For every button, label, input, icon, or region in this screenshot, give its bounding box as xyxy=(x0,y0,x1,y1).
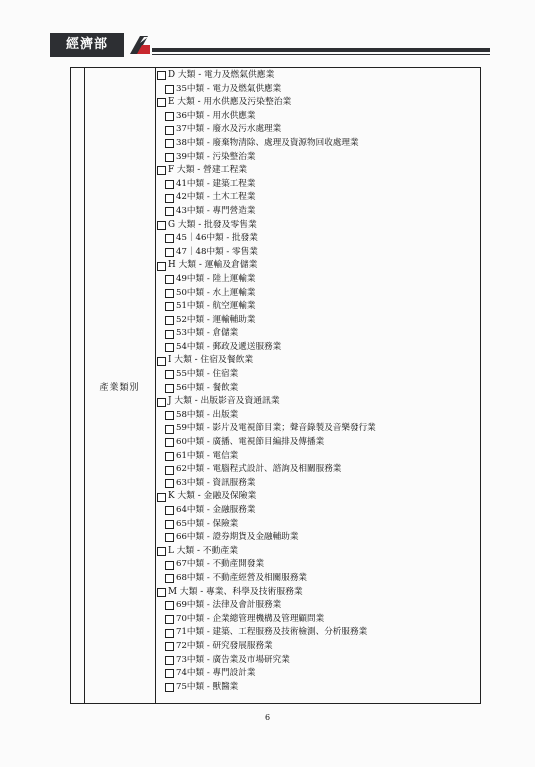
minor-category-option[interactable] xyxy=(156,83,480,97)
checkbox[interactable] xyxy=(165,289,174,298)
option-label: 56中類 - 餐飲業 xyxy=(176,382,239,393)
option-label: 71中類 - 建築、工程服務及技術檢測、分析服務業 xyxy=(176,627,368,638)
option-label: 47｜48中類 - 零售業 xyxy=(176,246,258,257)
option-label: 39中類 - 污染整治業 xyxy=(176,151,256,162)
checkbox[interactable] xyxy=(165,370,174,379)
major-category-option[interactable] xyxy=(156,586,480,600)
header-rule xyxy=(152,48,490,52)
option-label: D 大類 - 電力及燃氣供應業 xyxy=(168,70,275,80)
minor-category-option[interactable] xyxy=(156,341,480,355)
option-label: 54中類 - 郵政及遞送服務業 xyxy=(176,341,282,352)
major-category-option[interactable] xyxy=(156,219,480,233)
checkbox[interactable] xyxy=(165,126,174,135)
checkbox[interactable] xyxy=(157,357,166,366)
checkbox[interactable] xyxy=(165,85,174,94)
option-label: 64中類 - 金融服務業 xyxy=(176,505,256,515)
option-label: E 大類 - 用水供應及污染整治業 xyxy=(168,97,292,108)
checkbox[interactable] xyxy=(165,520,174,529)
option-label: 66中類 - 證券期貨及金融輔助業 xyxy=(176,532,299,543)
checkbox[interactable] xyxy=(165,642,174,651)
checkbox[interactable] xyxy=(165,207,174,216)
minor-category-option[interactable] xyxy=(156,450,480,464)
option-label: 60中類 - 廣播、電視節目編排及傳播業 xyxy=(176,437,325,448)
option-label: I 大類 - 住宿及餐飲業 xyxy=(168,355,254,366)
major-category-option[interactable] xyxy=(156,259,480,273)
checkbox[interactable] xyxy=(165,479,174,488)
option-label: 65中類 - 保險業 xyxy=(176,518,239,529)
checkbox[interactable] xyxy=(165,533,174,542)
checkbox[interactable] xyxy=(165,438,174,447)
option-label: 35中類 - 電力及燃氣供應業 xyxy=(176,83,282,94)
option-label: 51中類 - 航空運輸業 xyxy=(176,301,256,312)
minor-category-option[interactable] xyxy=(156,287,480,301)
page-number: 6 xyxy=(264,713,271,722)
minor-category-option[interactable] xyxy=(156,246,480,260)
major-category-option[interactable] xyxy=(156,545,480,559)
minor-category-option[interactable] xyxy=(156,327,480,341)
table-label-column xyxy=(84,68,156,703)
option-label: 62中類 - 電腦程式設計、諮詢及相關服務業 xyxy=(176,464,342,475)
option-label: 68中類 - 不動產經營及相關服務業 xyxy=(176,572,308,583)
minor-category-option[interactable] xyxy=(156,409,480,423)
option-label: M 大類 - 專業、科學及技術服務業 xyxy=(168,586,303,597)
option-label: L 大類 - 不動產業 xyxy=(168,545,238,556)
minor-category-option[interactable] xyxy=(156,626,480,640)
checkbox[interactable] xyxy=(165,248,174,257)
option-label: 70中類 - 企業總管理機構及管理顧問業 xyxy=(176,613,325,624)
minor-category-option[interactable] xyxy=(156,640,480,654)
org-name-badge: 經濟部 xyxy=(50,33,124,57)
industry-category-label: 產業類別 xyxy=(99,383,140,393)
header-rule-thin xyxy=(152,54,490,55)
minor-category-option[interactable] xyxy=(156,300,480,314)
option-label: 59中類 - 影片及電視節目業；聲音錄製及音樂發行業 xyxy=(176,423,376,434)
minor-category-option[interactable] xyxy=(156,654,480,668)
option-label: J 大類 - 出版影音及資通訊業 xyxy=(168,396,280,407)
checkbox[interactable] xyxy=(157,588,166,597)
option-label: 73中類 - 廣告業及市場研究業 xyxy=(176,654,290,665)
checkbox[interactable] xyxy=(165,425,174,434)
option-label: 75中類 - 獸醫業 xyxy=(176,681,239,692)
major-category-option[interactable] xyxy=(156,96,480,110)
checkbox[interactable] xyxy=(157,71,166,80)
option-label: 37中類 - 廢水及污水處理業 xyxy=(176,124,282,135)
major-category-option[interactable] xyxy=(156,164,480,178)
checkbox[interactable] xyxy=(165,180,174,189)
checkbox[interactable] xyxy=(165,601,174,610)
option-label: 58中類 - 出版業 xyxy=(176,409,239,420)
option-label: 53中類 - 倉儲業 xyxy=(176,328,239,339)
checkbox[interactable] xyxy=(165,506,174,515)
checkbox[interactable] xyxy=(165,330,174,339)
checkbox[interactable] xyxy=(157,221,166,230)
minor-category-option[interactable] xyxy=(156,314,480,328)
option-label: 67中類 - 不動產開發業 xyxy=(176,559,265,570)
minor-category-option[interactable] xyxy=(156,123,480,137)
option-label: 41中類 - 建築工程業 xyxy=(176,178,256,189)
industry-table xyxy=(70,67,481,704)
checkbox[interactable] xyxy=(157,166,166,175)
ministry-logo-icon xyxy=(128,34,150,56)
checkbox[interactable] xyxy=(165,615,174,624)
minor-category-option[interactable] xyxy=(156,382,480,396)
minor-category-option[interactable] xyxy=(156,572,480,586)
minor-category-option[interactable] xyxy=(156,477,480,491)
minor-category-option[interactable] xyxy=(156,504,480,518)
minor-category-option[interactable] xyxy=(156,436,480,450)
checkbox[interactable] xyxy=(157,262,166,271)
minor-category-option[interactable] xyxy=(156,667,480,681)
option-label: 63中類 - 資訊服務業 xyxy=(176,477,256,488)
option-label: 52中類 - 運輸輔助業 xyxy=(176,314,256,325)
minor-category-option[interactable] xyxy=(156,178,480,192)
option-label: 43中類 - 專門營造業 xyxy=(176,205,256,216)
minor-category-option[interactable] xyxy=(156,368,480,382)
page-header xyxy=(50,33,490,57)
minor-category-option[interactable] xyxy=(156,463,480,477)
option-label: 36中類 - 用水供應業 xyxy=(176,110,256,121)
option-label: G 大類 - 批發及零售業 xyxy=(168,219,257,230)
minor-category-option[interactable] xyxy=(156,191,480,205)
major-category-option[interactable] xyxy=(156,490,480,504)
checkbox[interactable] xyxy=(165,153,174,162)
checkbox[interactable] xyxy=(165,234,174,243)
minor-category-option[interactable] xyxy=(156,110,480,124)
checkbox[interactable] xyxy=(165,656,174,665)
minor-category-option[interactable] xyxy=(156,531,480,545)
minor-category-option[interactable] xyxy=(156,151,480,165)
option-label: F 大類 - 營建工程業 xyxy=(168,165,248,176)
table-index-column xyxy=(71,68,85,703)
checkbox[interactable] xyxy=(165,629,174,638)
checkbox[interactable] xyxy=(165,139,174,148)
checkbox[interactable] xyxy=(165,112,174,121)
checkbox[interactable] xyxy=(165,411,174,420)
checkbox[interactable] xyxy=(165,669,174,678)
minor-category-option[interactable] xyxy=(156,599,480,613)
option-label: 61中類 - 電信業 xyxy=(176,450,239,461)
minor-category-option[interactable] xyxy=(156,273,480,287)
checkbox[interactable] xyxy=(165,466,174,475)
checkbox[interactable] xyxy=(165,384,174,393)
option-label: K 大類 - 金融及保險業 xyxy=(168,491,257,502)
major-category-option[interactable] xyxy=(156,395,480,409)
minor-category-option[interactable] xyxy=(156,422,480,436)
option-label: 74中類 - 專門設計業 xyxy=(176,668,256,679)
checkbox[interactable] xyxy=(165,302,174,311)
minor-category-option[interactable] xyxy=(156,681,480,695)
minor-category-option[interactable] xyxy=(156,205,480,219)
minor-category-option[interactable] xyxy=(156,613,480,627)
checkbox[interactable] xyxy=(165,574,174,583)
major-category-option[interactable] xyxy=(156,354,480,368)
option-label: 55中類 - 住宿業 xyxy=(176,369,239,380)
option-label: 50中類 - 水上運輸業 xyxy=(176,287,256,298)
checkbox[interactable] xyxy=(165,561,174,570)
industry-checkbox-list xyxy=(156,68,480,694)
minor-category-option[interactable] xyxy=(156,137,480,151)
option-label: 72中類 - 研究發展服務業 xyxy=(176,640,273,651)
checkbox[interactable] xyxy=(157,493,166,502)
minor-category-option[interactable] xyxy=(156,518,480,532)
minor-category-option[interactable] xyxy=(156,558,480,572)
option-label: 38中類 - 廢棄物清除、處理及資源物回收處理業 xyxy=(176,137,359,148)
checkbox[interactable] xyxy=(165,343,174,352)
checkbox[interactable] xyxy=(165,275,174,284)
option-label: H 大類 - 運輸及倉儲業 xyxy=(168,260,258,271)
checkbox[interactable] xyxy=(157,98,166,107)
major-category-option[interactable] xyxy=(156,69,480,83)
checkbox[interactable] xyxy=(157,547,166,556)
option-label: 45｜46中類 - 批發業 xyxy=(176,233,258,244)
checkbox[interactable] xyxy=(157,398,166,407)
option-label: 42中類 - 土木工程業 xyxy=(176,192,256,203)
checkbox[interactable] xyxy=(165,316,174,325)
minor-category-option[interactable] xyxy=(156,232,480,246)
checkbox[interactable] xyxy=(165,683,174,692)
checkbox[interactable] xyxy=(165,452,174,461)
option-label: 49中類 - 陸上運輸業 xyxy=(176,273,256,284)
option-label: 69中類 - 法律及會計服務業 xyxy=(176,600,282,611)
checkbox[interactable] xyxy=(165,194,174,203)
